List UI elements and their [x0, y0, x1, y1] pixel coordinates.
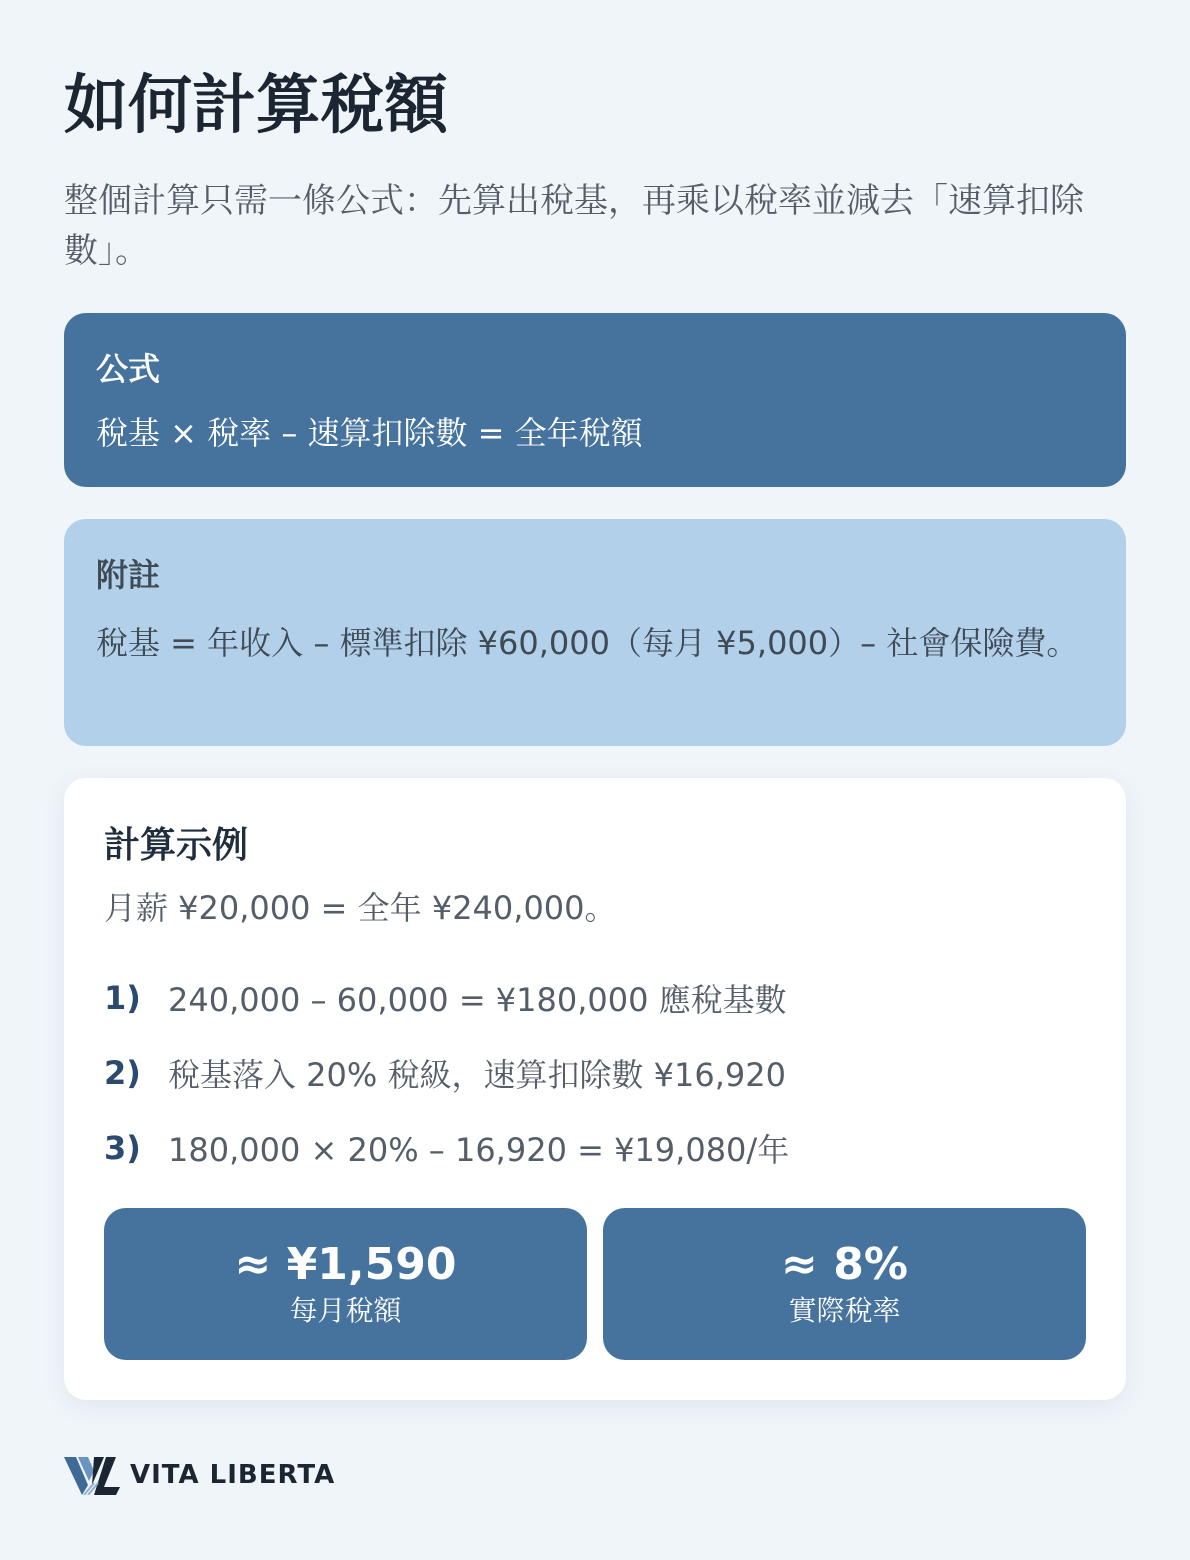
page [64, 0, 1126, 1327]
brand [64, 1455, 335, 1495]
step-item [104, 1035, 1086, 1110]
result-caption: 每月稅額 [289, 1294, 402, 1327]
example-card [64, 778, 1126, 1400]
step-number: 2) [104, 1053, 141, 1092]
page-title: 如何計算稅額 [64, 69, 448, 143]
result-value: ≈ 8% [781, 1239, 908, 1290]
result-caption: 實際稅率 [788, 1294, 901, 1327]
step-list [104, 960, 1086, 1185]
effective-rate-result [603, 1208, 1086, 1360]
brand-name: VITA LIBERTA [130, 1460, 336, 1490]
step-text: 180,000 × 20% – 16,920 = ¥19,080/年 [168, 1130, 790, 1169]
intro-text: 整個計算只需一條公式：先算出稅基，再乘以稅率並減去「速算扣除數」。 [64, 181, 1084, 271]
vl-logo-icon [64, 1455, 120, 1495]
step-item [104, 960, 1086, 1035]
note-label: 附註 [96, 556, 161, 594]
example-summary: 月薪 ¥20,000 = 全年 ¥240,000。 [104, 889, 617, 927]
example-title: 計算示例 [104, 825, 249, 866]
step-text: 稅基落入 20% 稅級，速算扣除數 ¥16,920 [168, 1055, 786, 1094]
step-number: 1) [104, 978, 141, 1017]
step-item [104, 1110, 1086, 1185]
step-text: 240,000 – 60,000 = ¥180,000 應稅基數 [168, 980, 787, 1019]
note-card [64, 519, 1126, 746]
formula-text: 稅基 × 稅率 – 速算扣除數 = 全年稅額 [96, 414, 643, 452]
monthly-tax-result [104, 1208, 587, 1360]
note-text: 稅基 = 年收入 – 標準扣除 ¥60,000（每月 ¥5,000）– 社會保險費。 [96, 624, 1079, 662]
step-number: 3) [104, 1128, 141, 1167]
formula-label: 公式 [96, 350, 161, 388]
formula-card [64, 313, 1126, 487]
result-value: ≈ ¥1,590 [234, 1239, 457, 1290]
result-row [104, 1208, 1086, 1360]
